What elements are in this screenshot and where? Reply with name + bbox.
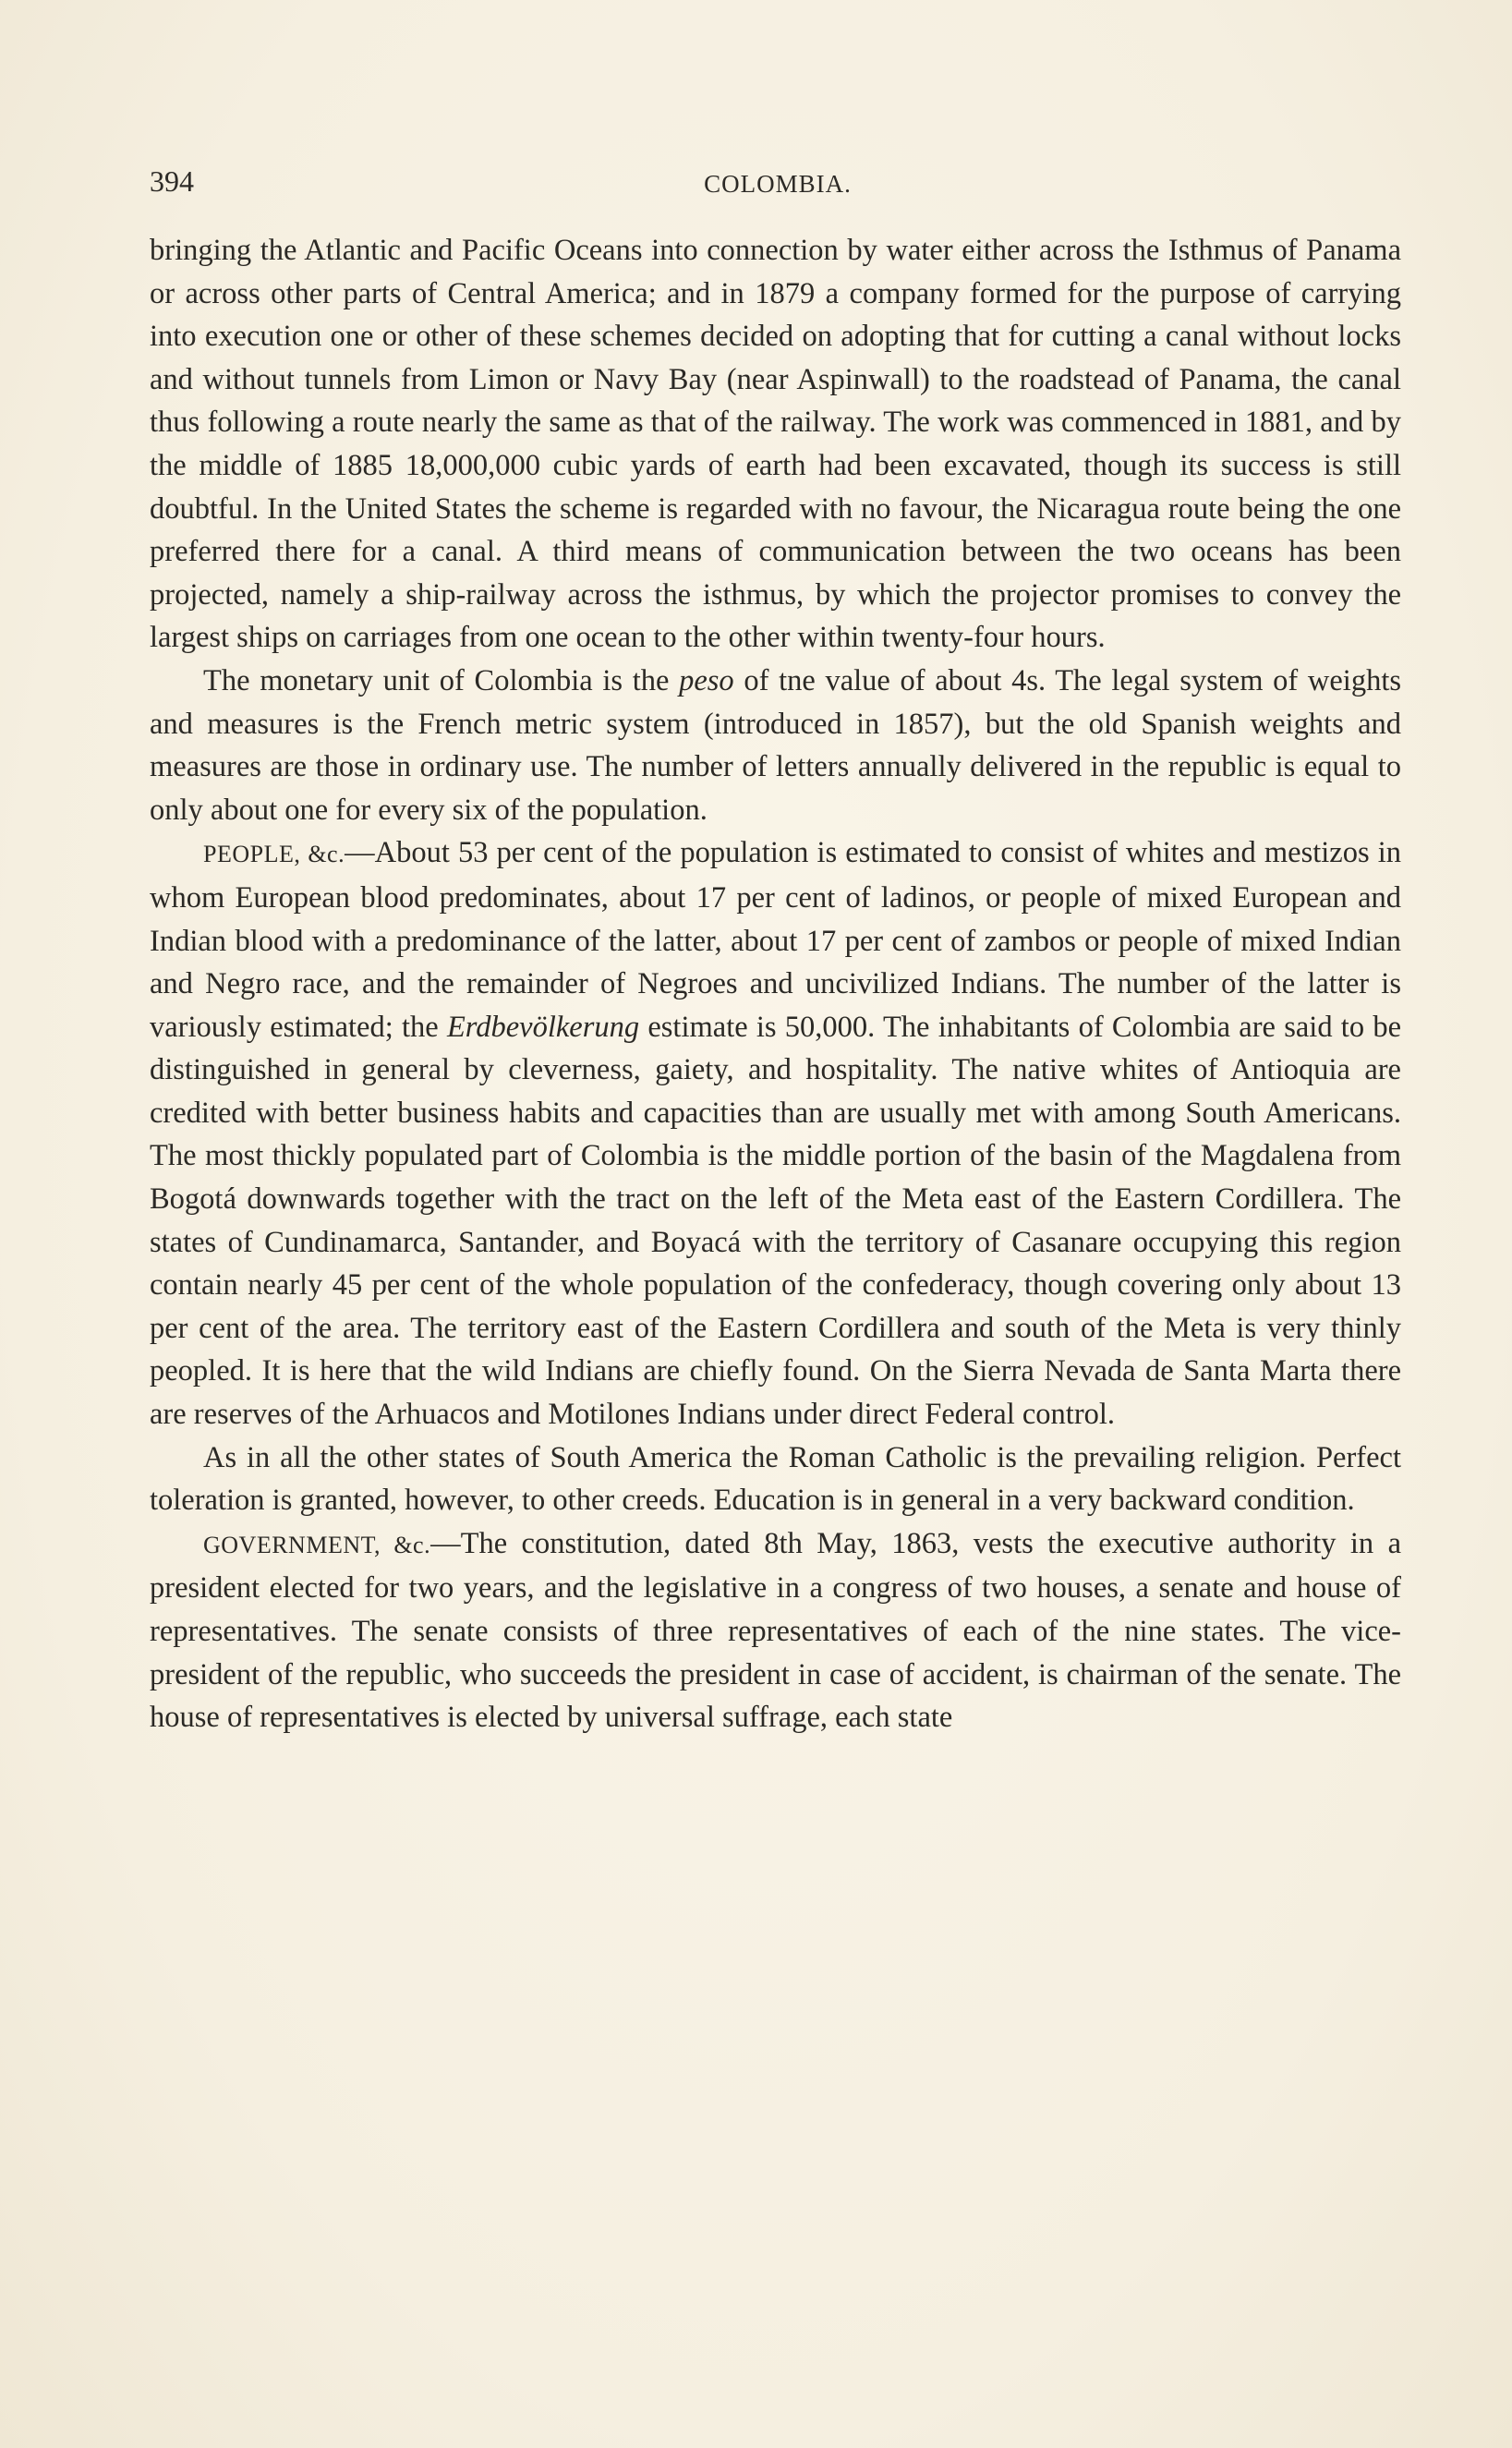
paragraph-monetary bbox=[150, 660, 1401, 831]
peso-term: peso bbox=[679, 663, 734, 697]
section-lead-people: PEOPLE, &c. bbox=[203, 841, 345, 868]
paragraph-people-end: estimate is 50,000. The inhabitants of Colombia are said to be distinguished in general by cleverness, gaiety, and hospitality. The native whites of Antioquia are credited with better business habits and capacities than are usually met with among South Americans. The most thickly populated part of Colombia is the middle portion of the basin of the Magdalena from Bogotá downwards together with the tract on the left of the Meta east of the Eastern Cordillera. The states of Cundinamarca, Santander, and Boyacá with the territory of Casanare occupying this region contain nearly 45 per cent of the whole population of the confederacy, though covering only about 13 per cent of the area. The territory east of the Eastern Cordillera and south of the Meta is very thinly peopled. It is here that the wild Indians are chiefly found. On the Sierra Nevada de Santa Marta there are reserves of the Arhuacos and Motilones Indians under direct Federal control. bbox=[150, 1010, 1401, 1432]
paragraph-canal: bringing the Atlantic and Pacific Oceans into connection by water either across the Isthmus of Panama or across other parts of Central America; and in 1879 a company formed for the purpose of carrying into execution one or other of these schemes decided on adopting that for cutting a canal without locks and without tunnels from Limon or Navy Bay (near Aspinwall) to the roadstead of Panama, the canal thus following a route nearly the same as that of the railway. The work was commenced in 1881, and by the middle of 1885 18,000,000 cubic yards of earth had been excavated, though its success is still doubtful. In the United States the scheme is regarded with no favour, the Nicaragua route being the one preferred there for a canal. A third means of communication between the two oceans has been projected, namely a ship-railway across the isthmus, by which the projector promises to convey the largest ships on carriages from one ocean to the other within twenty-four hours. bbox=[150, 234, 1401, 655]
page-number: 394 bbox=[150, 164, 194, 198]
paragraph-religion: As in all the other states of South America the Roman Catholic is the prevailing religion. Perfect toleration is granted, however, to other creeds. Education is in general in a very backward condition. bbox=[150, 1440, 1401, 1518]
section-lead-government: GOVERNMENT, &c. bbox=[203, 1531, 431, 1558]
body-text bbox=[150, 229, 1401, 1739]
page-header bbox=[150, 164, 1406, 211]
paragraph-government-text: —The constitution, dated 8th May, 1863, vests the executive authority in a president elected for two years, and the legislative in a congress of two houses, a senate and house of representatives. The senate consists of three representatives of each of the nine states. The vice-president of the republic, who succeeds the president in case of accident, is chairman of the senate. The house of representatives is elected by universal suffrage, each state bbox=[150, 1526, 1402, 1735]
paragraph-monetary-start: The monetary unit of Colombia is the bbox=[203, 663, 680, 697]
erdbevolkerung-term: Erdbevölkerung bbox=[446, 1010, 640, 1044]
running-head: COLOMBIA. bbox=[704, 170, 852, 198]
paragraph-government bbox=[150, 1522, 1401, 1739]
paragraph-people bbox=[150, 831, 1401, 1436]
paragraph-monetary-end: of tne value of about 4s. The legal system of weights and measures is the French metric system (introduced in 1857), but the old Spanish weights and measures are those in ordinary use. The number of letters annually delivered in the republic is equal to only about one for every six of the population. bbox=[150, 663, 1401, 827]
paragraph-people-start: —About 53 per cent of the population is estimated to consist of whites and mestizos in whom European blood predominates, about 17 per cent of ladinos, or people of mixed European and Indian blood with a predominance of the latter, about 17 per cent of zambos or people of mixed Indian and Negro race, and the remainder of Negroes and uncivilized Indians. The number of the latter is variously estimated; the bbox=[150, 836, 1401, 1044]
